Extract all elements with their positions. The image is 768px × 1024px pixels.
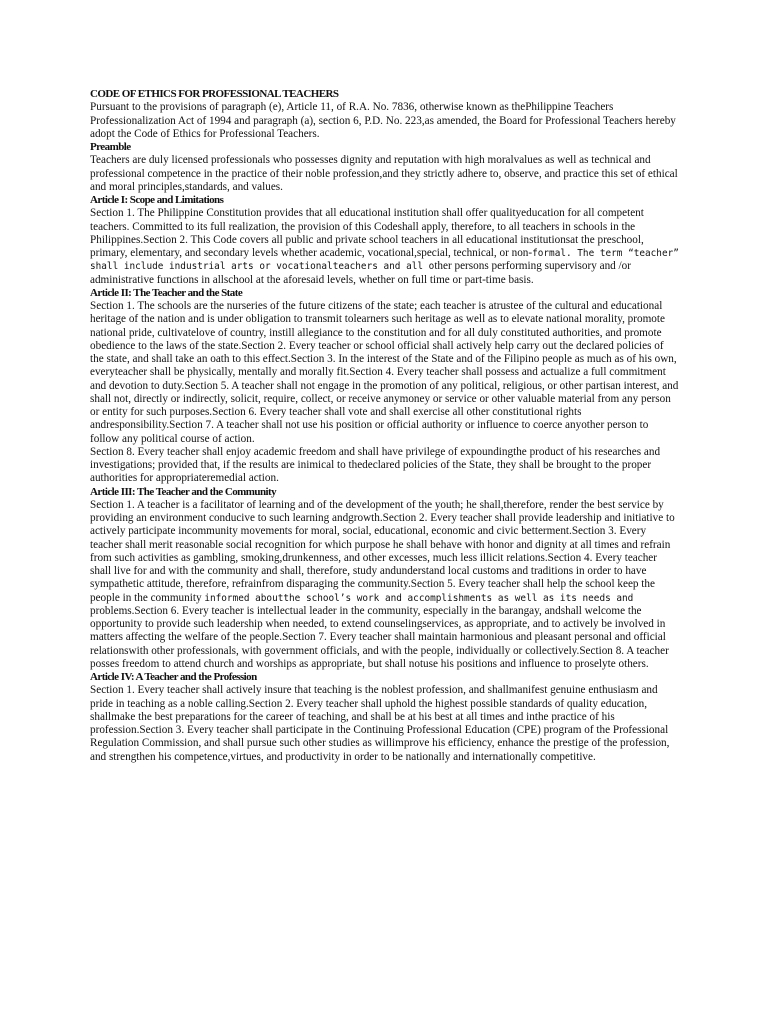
article-3-text-mono: informed aboutthe school’s work and accomplishments as well as its needs and <box>204 592 634 604</box>
article-4-heading: Article IV: A Teacher and the Profession <box>90 671 257 683</box>
article-1-text-mono: formal. The term “teacher” shall include industrial arts or vocationalteachers and all o <box>90 248 679 273</box>
article-1-heading: Article I: Scope and Limitations <box>90 194 224 206</box>
article-2-paragraph: Section 1. The schools are the nurseries of the future citizens of the state; each teacher is atrustee of the cultural and educational heritage of the nation and is under obligation to transmit tolearners such heritage as well as to elevate national morality, promote national pride, cultivatelove of country, instill allegiance to the constitution and for all duly constituted authorities, and promote obedience to the laws of the state.Section 2. Every teacher or school official shall actively help carry out the declared policies of the state, and shall take an oath to this effect.Section 3. In the interest of the State and of the Filipino people as much as of his own, everyteacher shall be physically, mentally and morally fit.Section 4. Every teacher shall possess and actualize a full commitment and devotion to duty.Section 5. A teacher shall not engage in the promotion of any political, religious, or other partisan interest, and shall not, directly or indirectly, solicit, require, collect, or receive anymoney or service or other valuable material from any person or entity for such purposes.Section 6. Every teacher shall vote and shall exercise all other constitutional rights andresponsibility.Section 7. A teacher shall not use his position or official authority or influence to coerce anyother person to follow any political course of action. <box>90 300 679 445</box>
article-3-paragraph <box>90 499 680 671</box>
article-1-text-b: ther persons performing supervisory and /or administrative functions in allschool at the aforesaid levels, whether on full time or part-time basis. <box>90 260 631 286</box>
intro-paragraph: Pursuant to the provisions of paragraph (e), Article 11, of R.A. No. 7836, otherwise known as thePhilippine Teachers Professionalization Act of 1994 and paragraph (a), section 6, P.D. No. 223,as amended, the Board for Professional Teachers hereby adopt the Code of Ethics for Professional Teachers. <box>90 101 676 140</box>
article-2-heading: Article II: The Teacher and the State <box>90 286 243 299</box>
article-3-text-a: Section 1. A teacher is a facilitator of learning and of the development of the youth; he shall,therefore, render the best service by providing an environment conducive to such learning andgrowth.Section 2. Every teacher shall provide leadership and initiative to actively participate incommunity movements for moral, social, educational, economic and civic betterment.Section 3. Every teacher shall merit reasonable social recognition for which purpose he shall behave with honor and dignity at all times and refrain from such activities as gambling, smoking,drunkenness, and other excesses, much less illicit relations.Section 4. Every teacher shall live for and with the community and shall, therefore, study andunderstand local customs and traditions in order to have sympathetic attitude, therefore, refrainfrom disparaging the community.Section 5. Every teacher shall help the school keep the people in the community <box>90 498 675 604</box>
article-3-text-b: problems.Section 6. Every teacher is intellectual leader in the community, especially in the barangay, andshall welcome the opportunity to provide such leadership when needed, to extend counselingservices, as appropriate, and to actively be involved in matters affecting the welfare of the people.Section 7. Every teacher shall maintain harmonious and pleasant personal and official relationswith other professionals, with government officials, and with the people, individually or collectively.Section 8. A teacher posses freedom to attend church and worships as appropriate, but shall notuse his positions and influence to proselyte others. <box>90 604 669 670</box>
preamble-paragraph: Teachers are duly licensed professionals who possesses dignity and reputation with high moralvalues as well as technical and professional competence in the practice of their noble profession,and they strictly adhere to, observe, and practice this set of ethical and moral principles,standards, and values. <box>90 154 678 193</box>
article-1-text-a: Section 1. The Philippine Constitution provides that all educational institution shall offer qualityeducation for all competent teachers. Committed to its full realization, the provision of this Codeshall apply, therefore, to all teachers in schools in the Philippines.Section 2. This Code covers all public and private school teachers in all educational institutionsat the preschool, primary, elementary, and secondary levels whether academic, vocational,special, technical, or non- <box>90 207 644 259</box>
document-page <box>90 88 680 764</box>
article-1-paragraph <box>90 207 680 287</box>
document-title: CODE OF ETHICS FOR PROFESSIONAL TEACHERS <box>90 88 339 100</box>
article-4-paragraph: Section 1. Every teacher shall actively insure that teaching is the noblest profession, and shallmanifest genuine enthusiasm and pride in teaching as a noble calling.Section 2. Every teacher shall uphold the highest possible standards of quality education, shallmake the best preparations for the career of teaching, and shall be at his best at all times and inthe practice of his profession.Section 3. Every teacher shall participate in the Continuing Professional Education (CPE) program of the Professional Regulation Commission, and shall pursue such other studies as willimprove his efficiency, enhance the prestige of the profession, and strengthen his competence,virtues, and productivity in order to be nationally and internationally competitive. <box>90 684 670 763</box>
article-2-section-8: Section 8. Every teacher shall enjoy academic freedom and shall have privilege of expoundingthe product of his researches and investigations; provided that, if the results are inimical to thedeclared policies of the State, they shall be brought to the proper authorities for appropriateremedial action. <box>90 445 661 485</box>
article-3-heading: Article III: The Teacher and the Community <box>90 485 277 498</box>
preamble-heading: Preamble <box>90 141 131 153</box>
